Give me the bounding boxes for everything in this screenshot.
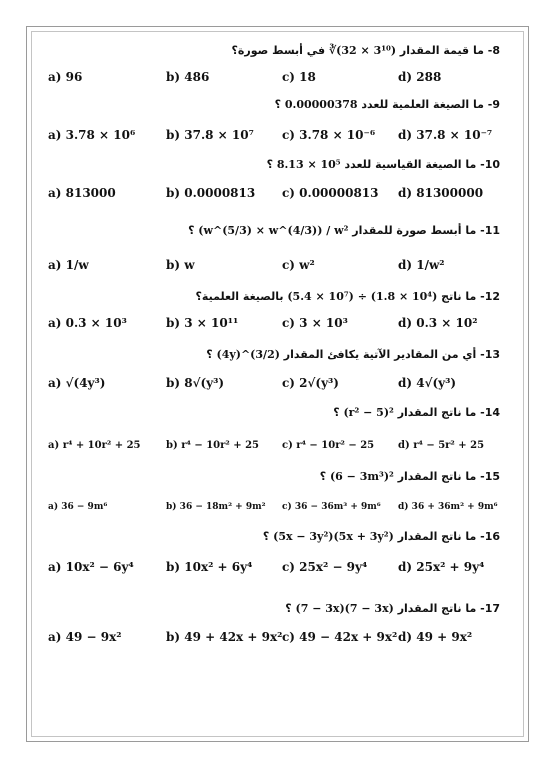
question-number: 12-: [480, 290, 500, 303]
question-16-option-c[interactable]: c) 25x² − 9y⁴: [282, 560, 368, 574]
question-9-option-b[interactable]: b) 37.8 × 10⁷: [166, 128, 254, 142]
question-number: 10-: [480, 158, 500, 171]
question-8-option-c[interactable]: c) 18: [282, 70, 316, 84]
question-text: ما ناتج المقدار: [397, 530, 477, 543]
question-9-option-c[interactable]: c) 3.78 × 10⁻⁶: [282, 128, 376, 142]
question-11-option-b[interactable]: b) w: [166, 258, 195, 272]
question-15-option-c[interactable]: c) 36 − 36m³ + 9m⁶: [282, 502, 381, 512]
question-text: ما قيمة المقدار: [399, 44, 484, 57]
question-13-option-a[interactable]: a) √(4y³): [48, 376, 106, 390]
question-14: [40, 406, 500, 419]
question-11: [40, 224, 500, 237]
question-14-option-d[interactable]: d) r⁴ − 5r² + 25: [398, 440, 485, 451]
question-10-option-b[interactable]: b) 0.0000813: [166, 186, 256, 200]
question-16-option-d[interactable]: d) 25x² + 9y⁴: [398, 560, 485, 574]
question-expression: (w^(5/3) × w^(4/3)) / w²: [198, 224, 349, 237]
question-17-option-d[interactable]: d) 49 + 9x²: [398, 630, 473, 644]
question-11-option-d[interactable]: d) 1/w²: [398, 258, 445, 272]
question-16-option-b[interactable]: b) 10x² + 6y⁴: [166, 560, 253, 574]
question-17-option-a[interactable]: a) 49 − 9x²: [48, 630, 122, 644]
question-12-option-b[interactable]: b) 3 × 10¹¹: [166, 316, 239, 330]
question-number: 11-: [480, 224, 500, 237]
question-number: 8-: [487, 44, 500, 57]
question-number: 15-: [480, 470, 500, 483]
question-8: [40, 44, 500, 57]
question-17: [40, 602, 500, 615]
question-number: 9-: [487, 98, 500, 111]
question-tail: ؟: [262, 530, 270, 543]
question-11-option-c[interactable]: c) w²: [282, 258, 315, 272]
question-expression: (7 − 3x)(7 − 3x): [295, 602, 394, 615]
question-text: ما ناتج المقدار: [397, 470, 477, 483]
question-expression: 8.13 × 10⁵: [276, 158, 341, 171]
question-expression: (4y)^(3/2): [216, 348, 280, 361]
question-tail: ؟: [266, 158, 273, 171]
question-tail: ؟: [188, 224, 195, 237]
question-17-option-b[interactable]: b) 49 + 42x + 9x²: [166, 630, 283, 644]
question-9-option-a[interactable]: a) 3.78 × 10⁶: [48, 128, 136, 142]
question-tail: ؟: [333, 406, 340, 419]
question-13-option-c[interactable]: c) 2√(y³): [282, 376, 339, 390]
question-tail: ؟: [285, 602, 292, 615]
question-9: [40, 98, 500, 111]
question-12-option-c[interactable]: c) 3 × 10³: [282, 316, 348, 330]
question-text: ما ناتج: [441, 290, 477, 303]
question-13: [40, 348, 500, 361]
question-15-option-a[interactable]: a) 36 − 9m⁶: [48, 502, 108, 512]
question-13-option-b[interactable]: b) 8√(y³): [166, 376, 225, 390]
question-number: 13-: [480, 348, 500, 361]
question-text: أي من المقادير الآتية يكافئ المقدار: [283, 348, 477, 361]
question-8-option-b[interactable]: b) 486: [166, 70, 210, 84]
question-tail: ؟: [206, 348, 213, 361]
question-17-option-c[interactable]: c) 49 − 42x + 9x²: [282, 630, 398, 644]
question-14-option-b[interactable]: b) r⁴ − 10r² + 25: [166, 440, 260, 451]
question-number: 14-: [480, 406, 500, 419]
question-tail: ؟: [319, 470, 327, 483]
question-15: [40, 470, 500, 483]
question-12-option-a[interactable]: a) 0.3 × 10³: [48, 316, 127, 330]
question-text: ما الصيغة العلمية للعدد: [361, 98, 484, 111]
question-12: [40, 290, 500, 303]
question-15-option-d[interactable]: d) 36 + 36m² + 9m⁶: [398, 502, 498, 512]
question-15-option-b[interactable]: b) 36 − 18m² + 9m²: [166, 502, 266, 512]
question-10-option-c[interactable]: c) 0.00000813: [282, 186, 379, 200]
question-12-option-d[interactable]: d) 0.3 × 10²: [398, 316, 478, 330]
question-tail: في أبسط صورة؟: [231, 44, 326, 57]
question-9-option-d[interactable]: d) 37.8 × 10⁻⁷: [398, 128, 493, 142]
question-8-option-a[interactable]: a) 96: [48, 70, 83, 84]
question-11-option-a[interactable]: a) 1/w: [48, 258, 89, 272]
question-expression: (5.4 × 10⁷) ÷ (1.8 × 10⁴): [287, 290, 438, 303]
question-16: [40, 530, 500, 543]
question-10-option-a[interactable]: a) 813000: [48, 186, 116, 200]
question-10: [40, 158, 500, 171]
question-expression: (5x − 3y²)(5x + 3y²): [273, 530, 394, 543]
question-text: ما أبسط صورة للمقدار: [352, 224, 477, 237]
question-14-option-c[interactable]: c) r⁴ − 10r² − 25: [282, 440, 375, 451]
question-expression: (r² − 5)²: [343, 406, 394, 419]
question-expression: (6 − 3m³)²: [329, 470, 394, 483]
question-expression: ∛(32 × 3¹⁰): [328, 44, 397, 57]
question-tail: بالصيغة العلمية؟: [195, 290, 284, 303]
question-text: ما الصيغة القياسية للعدد: [344, 158, 477, 171]
question-expression: 0.00000378: [284, 98, 358, 111]
question-13-option-d[interactable]: d) 4√(y³): [398, 376, 457, 390]
question-16-option-a[interactable]: a) 10x² − 6y⁴: [48, 560, 134, 574]
question-14-option-a[interactable]: a) r⁴ + 10r² + 25: [48, 440, 141, 451]
question-10-option-d[interactable]: d) 81300000: [398, 186, 484, 200]
question-text: ما ناتج المقدار: [397, 406, 477, 419]
question-tail: ؟: [274, 98, 281, 111]
question-8-option-d[interactable]: d) 288: [398, 70, 442, 84]
question-text: ما ناتج المقدار: [397, 602, 477, 615]
question-number: 17-: [480, 602, 500, 615]
question-number: 16-: [480, 530, 500, 543]
